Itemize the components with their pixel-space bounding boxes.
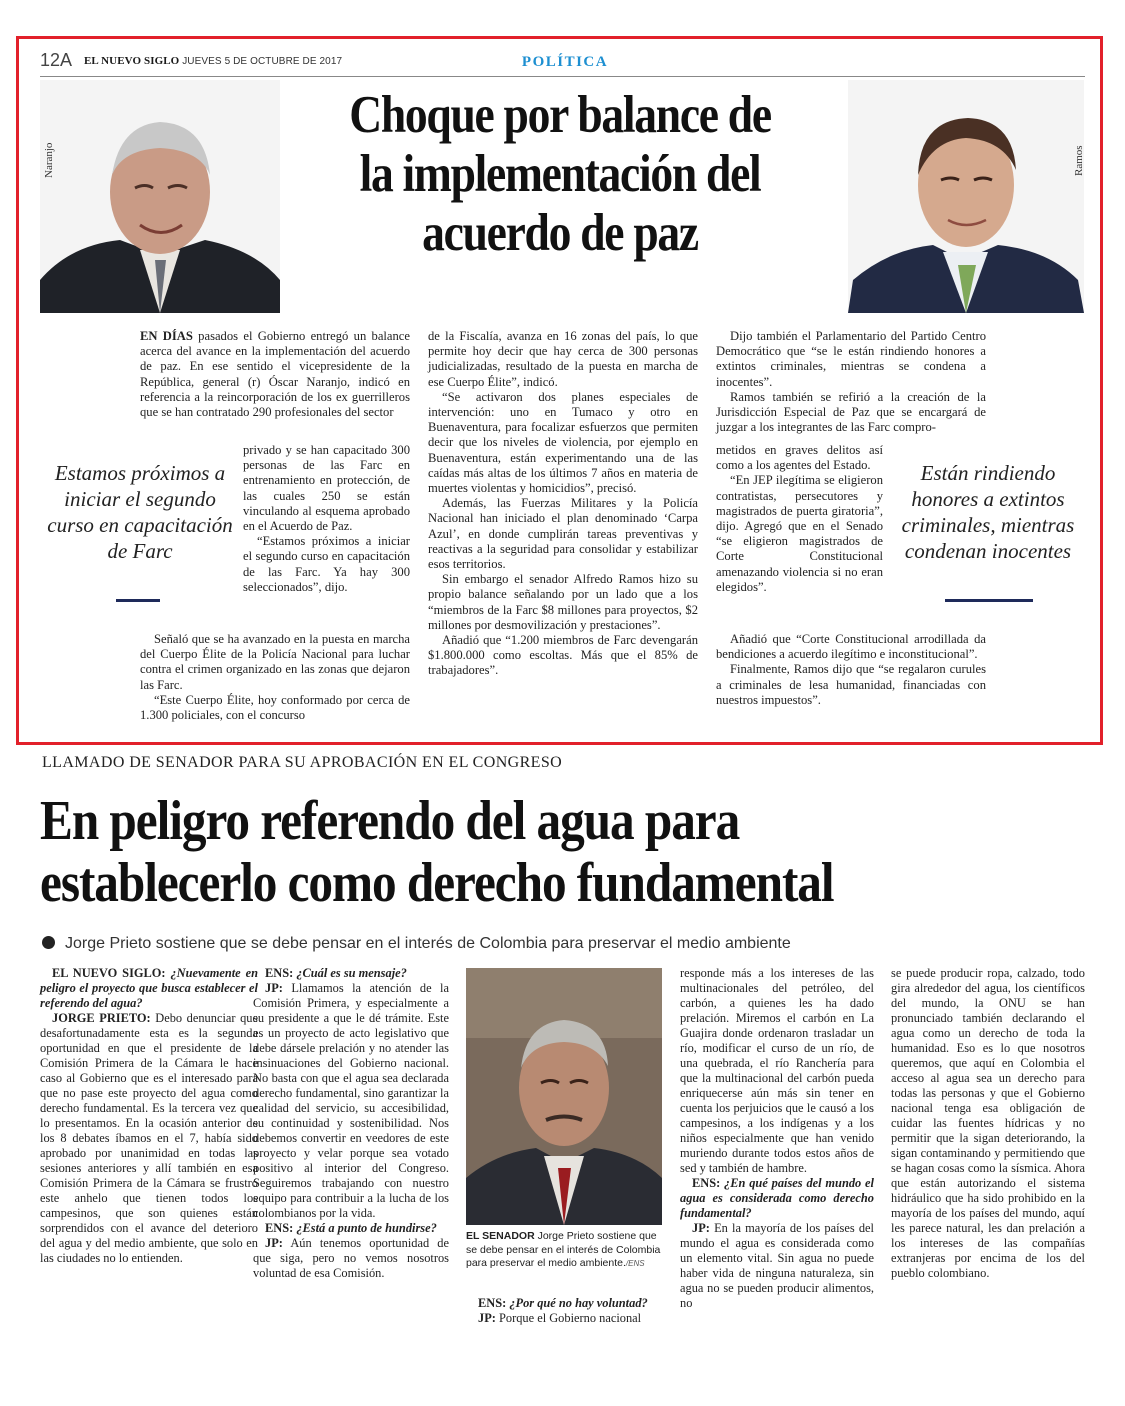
pull-quote-left-bar bbox=[116, 599, 160, 602]
speaker: ENS: bbox=[692, 1176, 721, 1190]
prieto-photo bbox=[466, 968, 662, 1225]
article1-para: “En JEP ilegítima se eligieron contratistas, persecutores y magistrados de puerta giratoria”, dijo. Agregó que en el Senado “se eligieron magistrados de Corte Constitucional amenazando violencia si no eran elegidos”. bbox=[716, 473, 883, 594]
naranjo-photo bbox=[40, 80, 280, 313]
speaker: JP: bbox=[265, 981, 283, 995]
interview-question bbox=[680, 1176, 874, 1221]
interview-question bbox=[253, 1221, 449, 1236]
pull-quote-left: Estamos próximos a iniciar el segundo curso en capacitación de Farc bbox=[47, 461, 233, 563]
article2-col2 bbox=[253, 966, 449, 1281]
speaker: JORGE PRIETO: bbox=[52, 1011, 151, 1025]
headline-line-1: En peligro referendo del agua para bbox=[40, 790, 740, 852]
article1-col3-bottom bbox=[716, 632, 986, 708]
speaker: JP: bbox=[478, 1311, 496, 1325]
naranjo-photo-label: Naranjo bbox=[43, 142, 55, 178]
answer-text: Aún tenemos oportunidad de que siga, pero no vemos nosotros voluntad de esa Comisión. bbox=[253, 1236, 449, 1280]
caption-text: Jorge Prieto sostiene que se debe pensar en el interés de Colombia para preservar el medio ambiente. bbox=[466, 1230, 661, 1269]
article1-headline bbox=[319, 86, 801, 262]
issue-date: JUEVES 5 DE OCTUBRE DE 2017 bbox=[182, 56, 343, 67]
article1-para: de la Fiscalía, avanza en 16 zonas del país, lo que permite hoy decir que hay cerca de 300 personas judicializadas, resultado de la puesta en marcha de ese Cuerpo Élite”, indicó. bbox=[428, 329, 698, 389]
interview-answer: se puede producir ropa, calzado, todo gira alrededor del agua, los científicos del mundo, la ONU se han pronunciado también declarando el agua como un derecho de toda la humanidad. Eso es lo que nosotros queremos, que aquí en Colombia el acceso al agua sea un derecho para todas las personas y que el Gobierno nacional tenga esa obligación de cuidar las fuentes hídricas y no permitir que la sigan deteriorando, la sigan contaminando y permitiendo que se hagan cosas como la sísmica. Ahora que están autorizando el sistema hidráulico que ha sido prohibido en la mayoría de los países del mundo, aquí les parece natural, les dan prelación a los intereses de las compañías extranjeras por encima de los del pueblo colombiano. bbox=[891, 966, 1085, 1280]
article1-text: pasados el Gobierno entregó un balance acerca del avance en la implementación del acuerdo de paz. En ese sentido el vicepresidente de la República, general (r) Óscar Naranjo, indicó en referencia a la reincorporación de los ex guerrilleros que se han contratado 290 profesionales del sector bbox=[140, 329, 410, 420]
article2-headline bbox=[40, 790, 990, 914]
interview-question bbox=[40, 966, 258, 1011]
speaker: ENS: bbox=[265, 966, 294, 980]
article1-para bbox=[140, 329, 410, 420]
bullet-icon bbox=[42, 936, 55, 949]
article1-para: Además, las Fuerzas Militares y la Policía Nacional han iniciado el plan denominado ‘Carpa Azul’, en donde cumplirán tareas preventivas y reactivas a la seguridad para consolidar y estabilizar esos territorios. bbox=[428, 496, 698, 572]
answer-text: Llamamos la atención de la Comisión Primera, y especialmente a su presidente a que le dé trámite. Este es un proyecto de acto legislativo que debe dársele prelación y no atender las insinuaciones del Gobierno nacional. No basta con que el agua sea declarada derecho fundamental, sino garantizar la calidad del servicio, su accesibilidad, su continuidad y sostenibilidad. Nos debemos convertir en veedores de este proyecto y velar porque sea votado positivo al interior del Congreso. Seguiremos trabajando con nuestro equipo para contribuir a la lucha de los colombianos por la vida. bbox=[253, 981, 449, 1220]
article1-para: Añadió que “1.200 miembros de Farc devengarán $1.800.000 como escoltas. Más que el 85% de trabajadores”. bbox=[428, 633, 698, 678]
article1-para: privado y se han capacitado 300 personas de las Farc en entrenamiento en protección, de las cuales 250 se están vinculando al esquema aprobado en el Acuerdo de Paz. bbox=[243, 443, 410, 534]
caption-credit: /ENS bbox=[625, 1259, 645, 1268]
speaker: ENS: bbox=[478, 1296, 507, 1310]
article1-para: Señaló que se ha avanzado en la puesta en marcha del Cuerpo Élite de la Policía Nacional para luchar contra el crimen organizado en las zonas que dejaron las Farc. bbox=[140, 632, 410, 692]
article2-dek bbox=[42, 935, 791, 953]
header-rule bbox=[40, 76, 1085, 77]
question-text: ¿Nuevamente en peligro el proyecto que busca establecer el referendo del agua? bbox=[40, 966, 258, 1010]
headline-line-3: acuerdo de paz bbox=[422, 203, 698, 262]
question-text: ¿Por qué no hay voluntad? bbox=[506, 1296, 648, 1310]
page-number: 12A bbox=[40, 50, 73, 70]
speaker: JP: bbox=[692, 1221, 710, 1235]
answer-text: Debo denunciar que desafortunadamente esta es la segunda oportunidad en que el presidente de la Comisión Primera de la Cámara le hace caso al Gobierno que es el interesado para que no pase este proyecto del agua como derecho fundamental. Es la tercera vez que lo presentamos. En la ocasión anterior de los 8 debates íbamos en el 7, había sido aprobado por unanimidad en todas las sesiones anteriores y allí también en esa Comisión Primera de la Cámara se frustró este anhelo que tienen todos los campesinos, que son quienes están sorprendidos con el avance del deterioro del agua y del medio ambiente, que solo en las ciudades no lo entienden. bbox=[40, 1011, 258, 1265]
interview-answer bbox=[466, 1311, 662, 1326]
article1-para: Dijo también el Parlamentario del Partido Centro Democrático que “se le están rindiendo honores a extintos criminales, mientras se condena a inocentes”. bbox=[716, 329, 986, 389]
lead-in: EN DÍAS bbox=[140, 329, 193, 343]
section-label: POLÍTICA bbox=[521, 54, 609, 70]
dek-text: Jorge Prieto sostiene que se debe pensar en el interés de Colombia para preservar el medio ambiente bbox=[65, 935, 791, 952]
ramos-photo bbox=[848, 80, 1084, 313]
interview-question bbox=[466, 1296, 662, 1311]
headline-line-1: Choque por balance de bbox=[349, 86, 771, 144]
interview-answer bbox=[253, 1236, 449, 1281]
photo-caption bbox=[466, 1230, 662, 1271]
article2-col1 bbox=[40, 966, 258, 1266]
headline-line-2: establecerlo como derecho fundamental bbox=[40, 852, 834, 914]
article1-col1-bottom bbox=[140, 632, 410, 723]
headline-line-2: la implementación del bbox=[359, 144, 761, 203]
question-text: ¿Cuál es su mensaje? bbox=[293, 966, 407, 980]
article1-para: “Este Cuerpo Élite, hoy conformado por cerca de 1.300 policiales, con el concurso bbox=[140, 692, 410, 723]
pull-quote-right: Están rindiendo honores a extintos criminales, mientras condenan inocentes bbox=[901, 461, 1075, 563]
speaker: EL NUEVO SIGLO: bbox=[52, 966, 166, 980]
article1-para: Sin embargo el senador Alfredo Ramos hizo su propio balance señalando por un lado que a los “miembros de la Farc $8 millones para proyectos, $2 millones por desmovilización y prestaciones”. bbox=[428, 572, 698, 632]
article1-col1-narrow bbox=[243, 443, 410, 595]
speaker: ENS: bbox=[265, 1221, 294, 1235]
interview-answer bbox=[253, 981, 449, 1221]
article1-col2 bbox=[428, 329, 698, 679]
ramos-photo-label: Ramos bbox=[1073, 145, 1085, 176]
article1-para: “Se activaron dos planes especiales de intervención: uno en Tumaco y otro en Buenaventura, para focalizar esfuerzos que permiten decir que los niveles de violencia, por ejemplo en Buenaventura, están experimentando una de las caídas más altas de los últimos 7 años en materia de muertes violentas y homicidios”, precisó. bbox=[428, 389, 698, 496]
article1-col3-top bbox=[716, 329, 986, 435]
article1-para: Añadió que “Corte Constitucional arrodillada da bendiciones a acuerdo ilegítimo e inconstitucional”. bbox=[716, 632, 986, 662]
caption-label: EL SENADOR bbox=[466, 1230, 535, 1242]
pull-quote-right-bar bbox=[945, 599, 1033, 602]
article1-para: Ramos también se refirió a la creación de la Jurisdicción Especial de Paz que se encargará de juzgar a los integrantes de las Farc compro- bbox=[716, 389, 986, 435]
article1-para: “Estamos próximos a iniciar el segundo curso en capacitación de las Farc. Ya hay 300 seleccionados”, dijo. bbox=[243, 534, 410, 594]
article1-col3-narrow bbox=[716, 443, 883, 595]
article2-col4 bbox=[680, 966, 874, 1311]
article1-para: Finalmente, Ramos dijo que “se regalaron curules a criminales de lesa humanidad, financiadas con nuestros impuestos”. bbox=[716, 662, 986, 707]
interview-question bbox=[253, 966, 449, 981]
answer-text: En la mayoría de los países del mundo el agua es considerada como un elemento vital. Sin agua no puede haber vida de ninguna naturaleza, sin agua no se pueden producir alimentos, no bbox=[680, 1221, 874, 1310]
newspaper-masthead bbox=[84, 55, 342, 67]
interview-answer bbox=[40, 1011, 258, 1266]
article2-kicker: LLAMADO DE SENADOR PARA SU APROBACIÓN EN EL CONGRESO bbox=[42, 754, 563, 771]
article2-col3 bbox=[466, 1296, 662, 1326]
paper-name: EL NUEVO SIGLO bbox=[84, 55, 180, 67]
interview-answer bbox=[680, 1221, 874, 1311]
speaker: JP: bbox=[265, 1236, 283, 1250]
article2-col5 bbox=[891, 966, 1085, 1281]
article1-para: metidos en graves delitos así como a los agentes del Estado. bbox=[716, 443, 883, 473]
answer-text: Porque el Gobierno nacional bbox=[495, 1311, 642, 1325]
question-text: ¿En qué países del mundo el agua es considerada como derecho fundamental? bbox=[680, 1176, 874, 1220]
interview-answer: responde más a los intereses de las multinacionales del petróleo, del carbón, a quienes les ha dado prelación. Miremos el carbón en La Guajira donde ordenaron trasladar un río, modificar el curso de un río, de una quebrada, el río Ranchería para que la multinacional del carbón pueda enriquecerse aún más sin tener en cuenta los perjuicios que le causó a los campesinos, a los indígenas y a los niños especialmente que han venido muriendo durante todos estos años de sed y también de hambre. bbox=[680, 966, 874, 1175]
question-text: ¿Está a punto de hundirse? bbox=[293, 1221, 437, 1235]
article1-col1-top bbox=[140, 329, 410, 420]
